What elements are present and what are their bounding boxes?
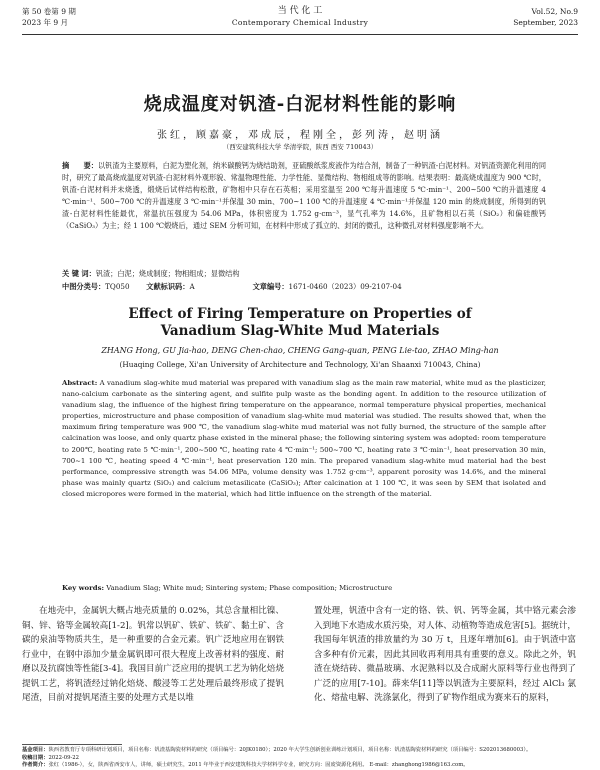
author-list-en: ZHANG Hong, GU Jia-hao, DENG Chen-chao, CHENG Gang-quan, PENG Lie-tao, ZHAO Ming-han [101,346,499,355]
abstract-zh-text: 以钒渣为主要原料，白泥为塑化剂，纳米碳酸钙为烧结助剂，亚硫酸纸浆废液作为结合剂，制备了一种钒渣-白泥材料。对钒渣资源化利用的同时，研究了最高烧成温度对钒渣-白泥材料外观形貌、常温物理性能、力学性能、显微结构、物相组成等的影响。结果表明：最高烧成温度为 900 ℃时，钒渣-白泥材料并未烧透，煅烧后试样结构松散，矿物相中只存在石英相；采用室温至 200 ℃每升温速度 5 ℃·min⁻¹、200~500 ℃的升温速度 4 ℃·min⁻¹、500~700 ℃的升温速度 3 ℃·min⁻¹并保温 30 min、700~1 100 ℃的升温速度 4 ℃·min⁻¹并保温 120 min 的烧成制度，所得到的钒渣-白泥材料性能最优，常温抗压强度为 54.06 MPa，体积密度为 1.752 g·cm⁻³，显气孔率为 14.6%，且矿物相以石英（SiO₂）和偏硅酸钙（CaSiO₃）为主；经 1 100 ℃煅烧后，通过 SEM 分析可知，在材料中形成了孤立的、封闭的微孔，这种微孔对材料强度影响不大。 [62,161,547,230]
doc-code-value: A [189,282,195,291]
classification-line [62,281,546,292]
keywords-en-text: Vanadium Slag; White mud; Sintering system; Phase composition; Microstructure [106,584,393,592]
footnote-divider [22,744,122,745]
article-no-label: 文章编号： [252,282,289,291]
keywords-en-label: Key words: [62,584,105,592]
journal-issue-zh: 第 50 卷第 9 期 [22,7,76,16]
abstract-zh [62,160,546,231]
footnote-author-label: 作者简介： [22,762,49,769]
footnote-author-text: 张红（1986-），女，陕西省西安市人，讲师，硕士研究生，2011 年毕业于西安建筑科技大学材料学专业，研究方向：固废资源化利用。 [48,762,368,769]
affiliation-en: (Huaqing College, Xi'an University of Architecture and Technology, Xi'an Shaanxi 710043, China) [119,360,481,369]
abstract-en-label: Abstract: [62,379,98,387]
abstract-zh-label: 摘 要： [62,161,98,170]
paper-title-en-line2: Vanadium Slag-White Mud Materials [160,323,440,339]
paper-title-en-line1: Effect of Firing Temperature on Properties of [128,306,472,322]
author-list-zh: 张红，顾嘉豪，邓成辰，程刚全，彭列涛，赵明涵 [157,130,443,141]
keywords-en [62,583,546,594]
journal-volume-issue-en [513,6,578,28]
affiliation-zh: （西安建筑科技大学 华清学院，陕西 西安 710043） [222,143,378,151]
journal-name-zh: 当 代 化 工 [277,6,323,16]
clc-label: 中图分类号： [62,282,106,291]
footnote-funding-text: 陕西省教育厅专项科研计划项目，项目名称：钒渣基陶瓷材料的研究（项目编号：20JK0180）；2020 年大学生创新创业训练计划项目，项目名称：钒渣基陶瓷材料的研究（项目编号：S202013680003）。 [48,747,532,753]
doc-code-field [146,281,250,292]
keywords-zh-label: 关 键 词： [62,269,96,278]
body-paragraph: 在地壳中，金属钒大概占地壳质量的 0.02%，其总含量相比镍、铜、锌、铬等金属较高[1-2]。钒常以钒矿、铁矿、铁矿、黏土矿、含碳的泉油等物质共生，是一种重要的合金元素。钒广泛地应用在钢铁行业中，在钢中添加少量金属钒即可很大程度上改善材料的强度、耐磨以及抗腐蚀等性能[3-4]。我国目前广泛应用的提钒工艺为钠化焙烧提钒工艺，将钒渣经过钠化焙烧、酸浸等工艺处理后最终形成了提钒尾渣，目前对提钒尾渣主要的处理方式是以堆 [22,606,284,703]
journal-date-en: September, 2023 [513,18,578,27]
body-column-left [22,604,284,706]
footnote-author-email: E-mail：zhanghong1986@163.com。 [369,762,469,769]
abstract-en-text: A vanadium slag-white mud material was prepared with vanadium slag as the main raw material, white mud as the plasticizer, nano-calcium carbonate as the sintering agent, and sulfite pulp waste as the bonding agent. In addition to the resource utilization of vanadium slag, the influence of the highest firing temperature on the appearance, normal temperature physical properties, mechanical properties, microstructure and phase composition of vanadium slag-white mud material was studied. The results showed that, when the maximum firing temperature was 900 ℃, the vanadium slag-white mud material was not fully burned, the structure of the sample after calcination was loose, and only quartz phase existed in the mineral phase; the following sintering system was adopted: room temperature to 200℃, heating rate 5 ℃·min⁻¹, 200~500 ℃, heating rate 4 ℃·min⁻¹; 500~700 ℃, heating rate 3 ℃·min⁻¹, heat preservation 30 min, 700~1 100 ℃, heating speed 4 ℃·min⁻¹, heat preservation 120 min. The prepared vanadium slag-white mud material had the best performance, compressive strength was 54.06 MPa, volume density was 1.752 g·cm⁻³, apparent porosity was 14.6%, and the mineral phase was mainly quartz (SiO₂) and calcium metasilicate (CaSiO₃); After calcination at 1 100 ℃, it was seen by SEM that isolated and closed micropores were formed in the material, which had little influence on the strength of the material. [62,379,547,498]
journal-name [22,6,578,28]
running-header [22,4,578,35]
paper-title-zh: 烧成温度对钒渣-白泥材料性能的影响 [143,94,457,115]
article-no-value: 1671-0460（2023）09-2107-04 [288,282,402,291]
keywords-zh-text: 钒渣；白泥；烧成制度；物相组成；显微结构 [95,269,240,278]
footnote-received-label: 收稿日期： [22,754,49,761]
article-no-field [253,282,402,291]
footnote-funding [22,747,578,755]
doc-code-label: 文献标识码： [146,282,190,291]
abstract-en [62,378,546,500]
journal-name-en: Contemporary Chemical Industry [231,18,369,27]
footnotes [22,747,578,770]
body-paragraph: 置处理，钒渣中含有一定的铬、铁、钒、钙等金属，其中铬元素会渗入到地下水造成水质污染，对人体、动植物等造成危害[5]。据统计，我国每年钒渣的排放量约为 30 万 t，且逐年增加[6]。由于钒渣中富含多种有价元素，因此其回收再利用具有重要的意义。除此之外，钒渣在烧结砖、微晶玻璃、水泥熟料以及合成耐火原料等行业也得到了广泛的应用[7-10]。薛来华[11]等以钒渣为主要原料，经过 AlCl₃ 氯化、熔盐电解、洗涤氯化，得到了矿物作组成为赛来石的原料， [314,606,576,703]
body-column-right [314,604,576,706]
paper-title-en [0,306,600,340]
clc-value: TQ050 [105,282,130,291]
journal-date-zh: 2023 年 9 月 [22,18,69,27]
clc-field [62,281,144,292]
keywords-zh [62,268,546,279]
journal-issue-en: Vol.52, No.9 [531,7,578,16]
footnote-received-text: 2022-09-22 [48,754,80,761]
footnote-funding-label: 基金项目： [22,747,49,753]
